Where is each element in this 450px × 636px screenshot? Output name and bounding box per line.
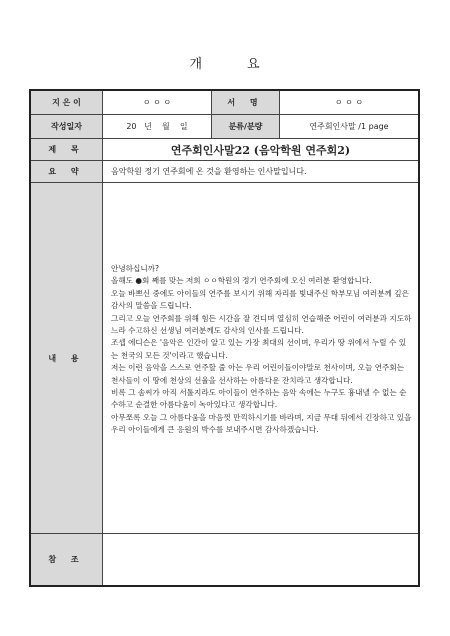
summary-row xyxy=(31,161,418,183)
summary-label: 요 약 xyxy=(31,161,103,182)
author-row xyxy=(31,91,418,115)
content-body xyxy=(103,183,418,533)
author-value: ㅇ ㅇ ㅇ xyxy=(103,91,212,114)
date-value: 20 년 월 일 xyxy=(103,115,212,138)
reference-value xyxy=(103,534,418,585)
title-char-1: 개 xyxy=(189,57,203,72)
category-value: 연주회인사말 /1 page xyxy=(309,122,389,131)
content-paragraph: 그리고 오늘 연주회를 위해 힘든 시간을 잘 견디며 열심히 연습해준 어린이 여러분과 지도하느라 수고하신 선생님 여러분께도 감사의 인사를 드립니다. xyxy=(111,313,412,336)
signature-label: 서 명 xyxy=(212,91,280,114)
document-title xyxy=(0,53,450,72)
content-paragraph: 아무쪼록 오늘 그 아름다움을 마음껏 만끽하시기를 바라며, 지금 무대 뒤에서 긴장하고 있을 우리 아이들에게 큰 응원의 박수를 보내주시면 감사하겠습니다. xyxy=(111,412,412,435)
date-row xyxy=(31,115,418,139)
content-row xyxy=(31,183,418,534)
reference-row xyxy=(31,534,418,585)
content-paragraph: 오늘 바쁘신 중에도 아이들의 연주를 보시기 위해 자리를 빛내주신 학부모님 여러분께 깊은 감사의 말씀을 드립니다. xyxy=(111,288,409,311)
reference-label: 참 조 xyxy=(31,534,103,585)
content-label: 내 용 xyxy=(31,183,103,533)
signature-value: ㅇ ㅇ ㅇ xyxy=(334,98,364,107)
author-label: 지 은 이 xyxy=(31,91,103,114)
overview-table xyxy=(29,89,420,587)
content-paragraph: 안녕하십니까? xyxy=(111,264,160,273)
category-label: 분류/분량 xyxy=(212,115,280,138)
content-paragraph: 올해도 ●회 째를 맞는 저희 ㅇㅇ학원의 정기 연주회에 오신 여러분 환영합니다. xyxy=(111,276,372,286)
content-paragraph: 조셉 에디슨은 '음악은 인간이 알고 있는 가장 최대의 선이며, 우리가 땅 위에서 누릴 수 있는 천국의 모든 것'이라고 했습니다. xyxy=(111,338,407,360)
subject-row xyxy=(31,139,418,161)
subject-label: 제 목 xyxy=(31,139,103,160)
date-label: 작성일자 xyxy=(31,115,103,138)
title-char-2: 요 xyxy=(247,57,261,72)
content-paragraph: 저는 이런 음악을 스스로 연주할 줄 아는 우리 어린이들이야말로 천사이며, 오늘 연주회는 천사들이 이 땅에 천상의 선율을 선사하는 아름다운 잔치라고 생각합니다. xyxy=(111,363,405,385)
content-text xyxy=(111,263,412,437)
subject-value: 연주회인사말22 (음악학원 연주회2) xyxy=(170,143,351,157)
content-paragraph: 비록 그 솜씨가 아직 서툴지라도 아이들이 연주하는 음악 속에는 누구도 흉내낼 수 없는 순수하고 순결한 아름다움이 녹아있다고 생각합니다. xyxy=(111,388,407,410)
summary-value: 음악학원 정기 연주회에 온 것을 환영하는 인사말입니다. xyxy=(111,167,307,176)
